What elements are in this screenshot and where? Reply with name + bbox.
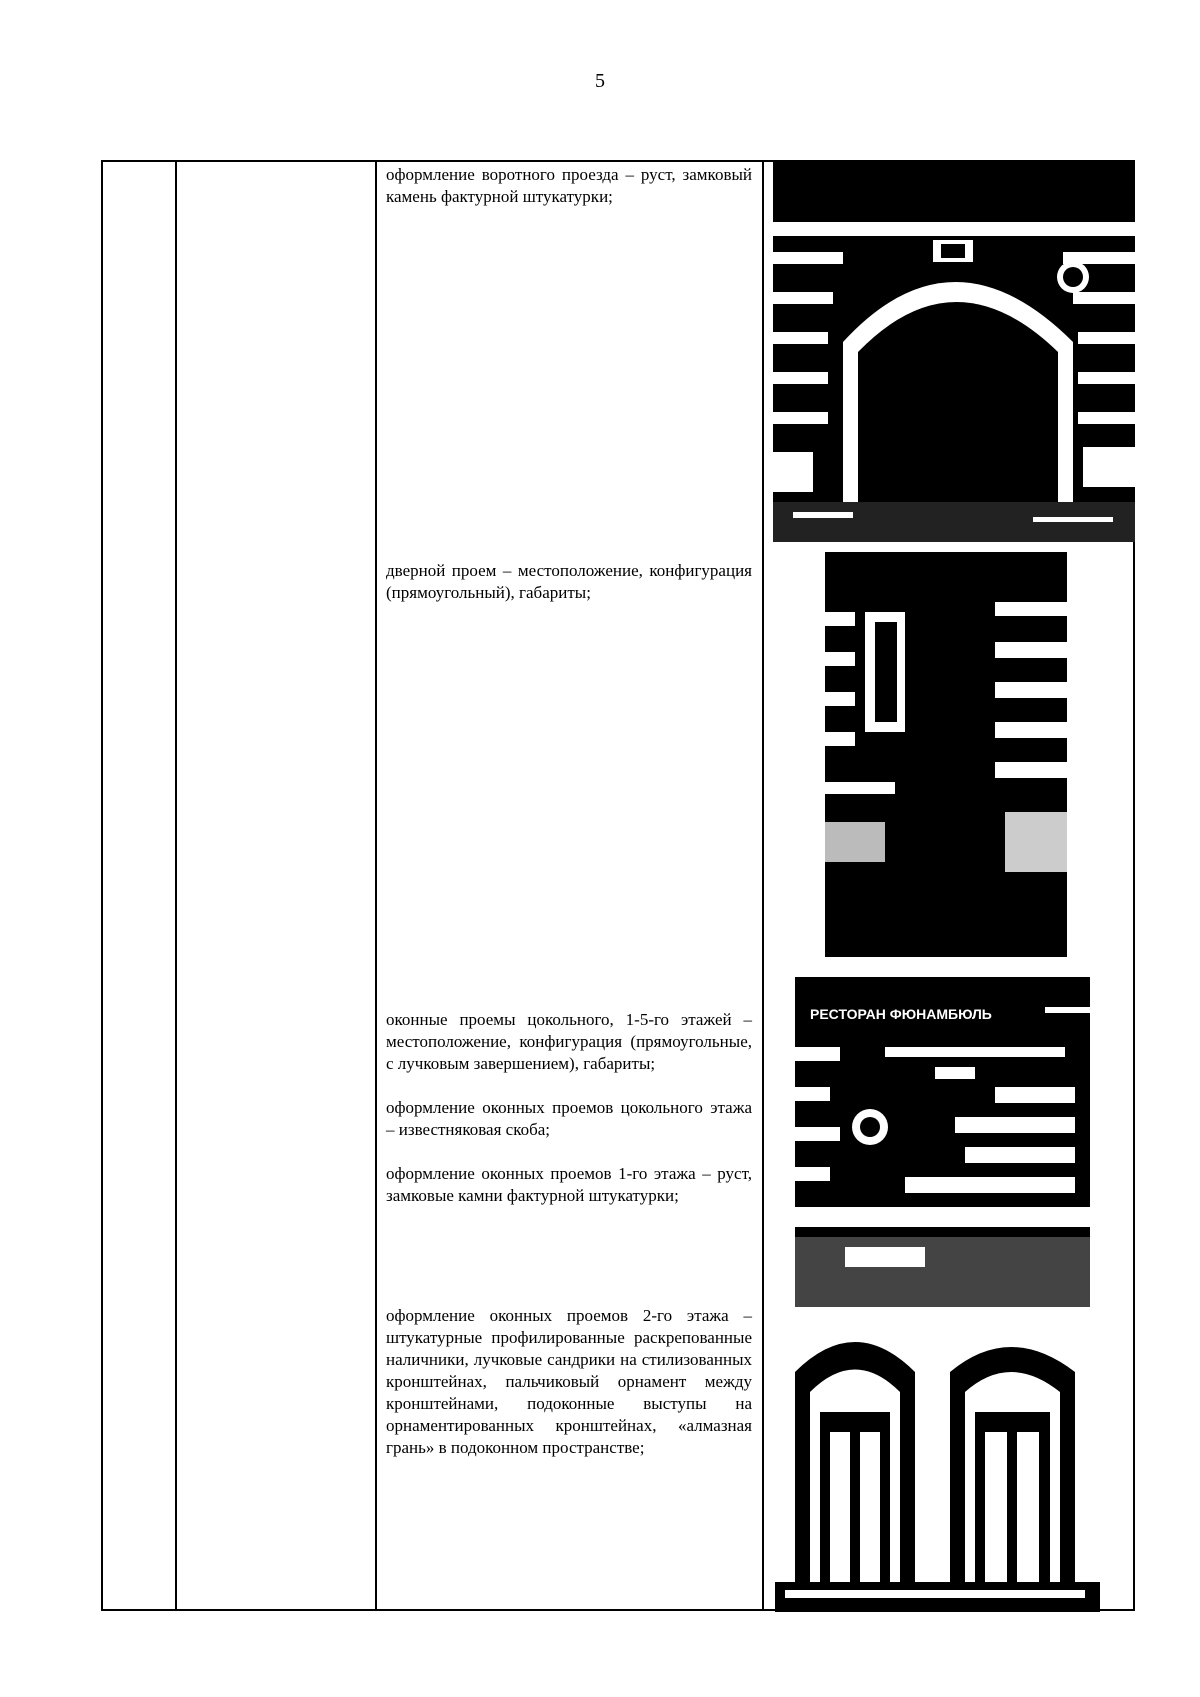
door-opening-photo: [825, 552, 1067, 957]
paragraph: оформление оконных проемов цокольного этажа – известняковая скоба;: [386, 1098, 752, 1139]
row-windows-text: [386, 1009, 752, 1229]
restaurant-facade-photo: [795, 977, 1090, 1307]
column-divider: [175, 162, 177, 1609]
paragraph: оформление воротного проезда – руст, замковый камень фактурной штукатурки;: [386, 165, 752, 206]
restaurant-sign: РЕСТОРАН ФЮНАМБЮЛЬ: [810, 1006, 992, 1022]
paragraph: оконные проемы цокольного, 1-5-го этажей – местоположение, конфигурация (прямоугольные, с лучковым завершением), габариты;: [386, 1010, 752, 1073]
column-divider: [375, 162, 377, 1609]
row-window-decor-text: [386, 1305, 752, 1481]
window-surrounds-photo: [775, 1312, 1100, 1612]
content-table: [101, 160, 1135, 1611]
paragraph: оформление оконных проемов 2-го этажа – штукатурные профилированные раскрепованные наличники, лучковые сандрики на стилизованных кронштейнах, пальчиковый орнамент между кронштейнами, подоконные выступы на орнаментированных кронштейнах, «алмазная грань» в подоконном пространстве;: [386, 1306, 752, 1457]
page-number: 5: [595, 70, 605, 92]
gate-arch-photo: [773, 162, 1135, 542]
row-door-text: [386, 560, 752, 626]
paragraph: дверной проем – местоположение, конфигурация (прямоугольный), габариты;: [386, 561, 752, 602]
row-gate-text: [386, 164, 752, 230]
paragraph: оформление оконных проемов 1-го этажа – руст, замковые камни фактурной штукатурки;: [386, 1164, 752, 1205]
column-divider: [762, 162, 764, 1609]
